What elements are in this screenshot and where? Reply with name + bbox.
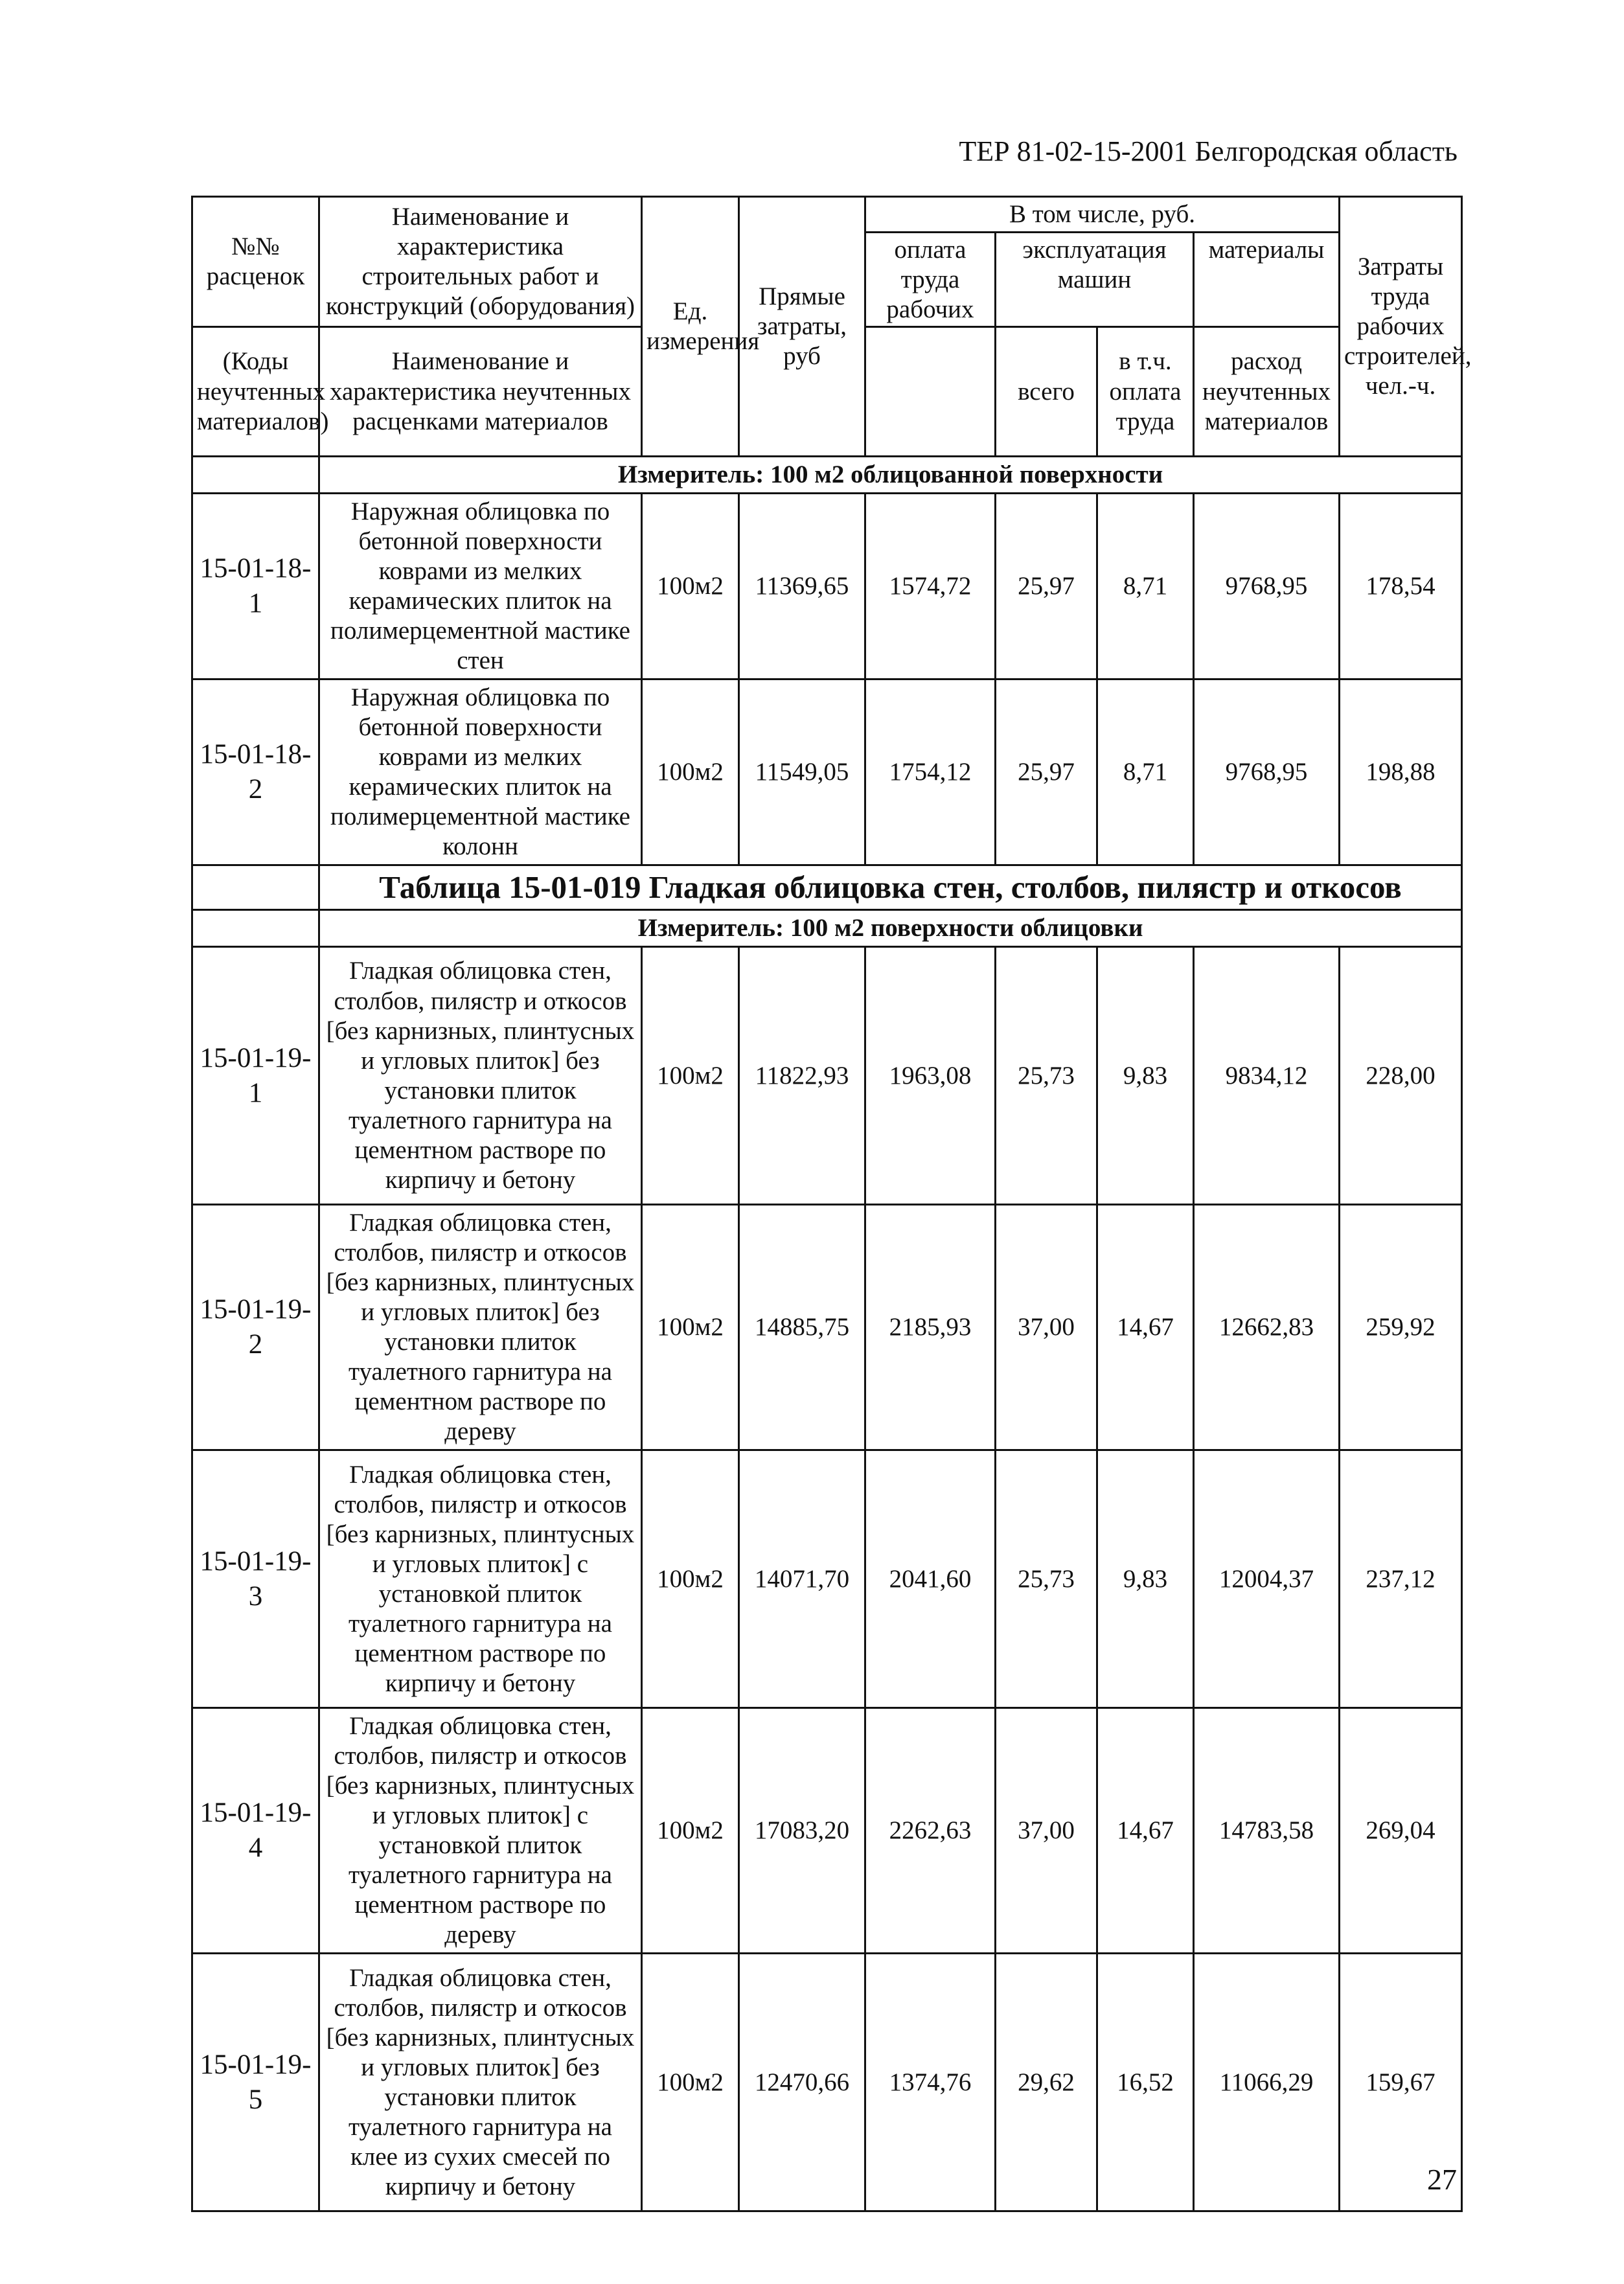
table-title-blank bbox=[192, 865, 319, 910]
page-number: 27 bbox=[1427, 2163, 1457, 2196]
col-materials-subheader: расход неучтенных материалов bbox=[1194, 327, 1340, 457]
rate-unit: 100м2 bbox=[642, 1205, 739, 1450]
rate-code: 15-01-19-2 bbox=[192, 1205, 319, 1450]
rate-machines-total: 37,00 bbox=[996, 1205, 1097, 1450]
rate-machines-pay: 9,83 bbox=[1097, 947, 1194, 1205]
rate-materials: 11066,29 bbox=[1194, 1954, 1340, 2211]
rate-machines-total: 25,73 bbox=[996, 1450, 1097, 1708]
rate-name: Гладкая облицовка стен, столбов, пилястр и откосов [без карнизных, плинтусных и угловых плиток] с установкой плиток туалетного гарнитура на цементном растворе по дереву bbox=[319, 1708, 642, 1954]
rate-labor: 237,12 bbox=[1340, 1450, 1462, 1708]
rate-machines-total: 29,62 bbox=[996, 1954, 1097, 2211]
rate-code: 15-01-18-2 bbox=[192, 679, 319, 865]
col-name-subheader: Наименование и характеристика неучтенных расценками материалов bbox=[319, 327, 642, 457]
meter-blank bbox=[192, 910, 319, 947]
rate-direct: 17083,20 bbox=[739, 1708, 865, 1954]
rate-labor-pay: 2041,60 bbox=[865, 1450, 996, 1708]
rate-machines-pay: 8,71 bbox=[1097, 679, 1194, 865]
col-incl-group bbox=[865, 197, 1340, 327]
rate-direct: 11369,65 bbox=[739, 494, 865, 679]
rate-code: 15-01-19-4 bbox=[192, 1708, 319, 1954]
col-labor-pay-blank bbox=[865, 327, 996, 457]
table-row bbox=[192, 1708, 1462, 1954]
col-direct-header: Прямые затраты, руб bbox=[739, 197, 865, 457]
table-row bbox=[192, 947, 1462, 1205]
rate-materials: 14783,58 bbox=[1194, 1708, 1340, 1954]
rate-machines-total: 25,97 bbox=[996, 494, 1097, 679]
rate-labor-pay: 1754,12 bbox=[865, 679, 996, 865]
rate-materials: 9768,95 bbox=[1194, 679, 1340, 865]
rate-unit: 100м2 bbox=[642, 494, 739, 679]
rate-labor: 198,88 bbox=[1340, 679, 1462, 865]
col-machines-header: эксплуатация машин bbox=[996, 233, 1195, 326]
table-row bbox=[192, 1954, 1462, 2211]
col-labor-header: Затраты труда рабочих строителей, чел.-ч. bbox=[1340, 197, 1462, 457]
rate-labor: 178,54 bbox=[1340, 494, 1462, 679]
rate-machines-pay: 14,67 bbox=[1097, 1708, 1194, 1954]
rate-direct: 11549,05 bbox=[739, 679, 865, 865]
rate-unit: 100м2 bbox=[642, 1954, 739, 2211]
rate-machines-pay: 16,52 bbox=[1097, 1954, 1194, 2211]
rate-code: 15-01-19-1 bbox=[192, 947, 319, 1205]
meter-blank bbox=[192, 457, 319, 494]
rate-machines-total: 25,73 bbox=[996, 947, 1097, 1205]
rate-labor-pay: 1963,08 bbox=[865, 947, 996, 1205]
rate-direct: 11822,93 bbox=[739, 947, 865, 1205]
col-code-header: №№ расценок bbox=[192, 197, 319, 327]
rate-direct: 14885,75 bbox=[739, 1205, 865, 1450]
rate-name: Гладкая облицовка стен, столбов, пилястр и откосов [без карнизных, плинтусных и угловых плиток] без установки плиток туалетного гарнитура на цементном растворе по дереву bbox=[319, 1205, 642, 1450]
rate-labor-pay: 2185,93 bbox=[865, 1205, 996, 1450]
rate-materials: 12004,37 bbox=[1194, 1450, 1340, 1708]
col-labor-pay-header: оплата труда рабочих bbox=[866, 233, 996, 326]
col-incl-header: В том числе, руб. bbox=[866, 198, 1338, 233]
document-header: ТЕР 81-02-15-2001 Белгородская область bbox=[959, 135, 1458, 167]
rate-materials: 12662,83 bbox=[1194, 1205, 1340, 1450]
rate-labor: 228,00 bbox=[1340, 947, 1462, 1205]
rate-code: 15-01-19-3 bbox=[192, 1450, 319, 1708]
meter-label: Измеритель: 100 м2 облицованной поверхности bbox=[319, 457, 1462, 494]
rate-name: Наружная облицовка по бетонной поверхности коврами из мелких керамических плиток на полимерцементной мастике колонн bbox=[319, 679, 642, 865]
rate-name: Гладкая облицовка стен, столбов, пилястр и откосов [без карнизных, плинтусных и угловых плиток] без установки плиток туалетного гарнитура на цементном растворе по кирпичу и бетону bbox=[319, 947, 642, 1205]
rate-direct: 12470,66 bbox=[739, 1954, 865, 2211]
col-machines-pay-header: в т.ч. оплата труда bbox=[1097, 327, 1194, 457]
rate-labor: 269,04 bbox=[1340, 1708, 1462, 1954]
meter-label: Измеритель: 100 м2 поверхности облицовки bbox=[319, 910, 1462, 947]
rate-name: Гладкая облицовка стен, столбов, пилястр и откосов [без карнизных, плинтусных и угловых плиток] без установки плиток туалетного гарнитура на клее из сухих смесей по кирпичу и бетону bbox=[319, 1954, 642, 2211]
rates-table bbox=[191, 196, 1472, 2212]
rate-labor-pay: 2262,63 bbox=[865, 1708, 996, 1954]
rate-unit: 100м2 bbox=[642, 1450, 739, 1708]
rate-machines-total: 25,97 bbox=[996, 679, 1097, 865]
rate-machines-pay: 9,83 bbox=[1097, 1450, 1194, 1708]
rate-unit: 100м2 bbox=[642, 679, 739, 865]
rate-machines-total: 37,00 bbox=[996, 1708, 1097, 1954]
rate-labor: 259,92 bbox=[1340, 1205, 1462, 1450]
table-row bbox=[192, 679, 1462, 865]
rate-code: 15-01-19-5 bbox=[192, 1954, 319, 2211]
table-title: Таблица 15-01-019 Гладкая облицовка стен, столбов, пилястр и откосов bbox=[319, 865, 1462, 910]
rate-labor-pay: 1374,76 bbox=[865, 1954, 996, 2211]
rate-name: Наружная облицовка по бетонной поверхности коврами из мелких керамических плиток на полимерцементной мастике стен bbox=[319, 494, 642, 679]
col-unit-header: Ед. измерения bbox=[642, 197, 739, 457]
rate-name: Гладкая облицовка стен, столбов, пилястр и откосов [без карнизных, плинтусных и угловых плиток] с установкой плиток туалетного гарнитура на цементном растворе по кирпичу и бетону bbox=[319, 1450, 642, 1708]
table-row bbox=[192, 1450, 1462, 1708]
rate-machines-pay: 14,67 bbox=[1097, 1205, 1194, 1450]
col-code-subheader: (Коды неучтенных материалов) bbox=[192, 327, 319, 457]
col-name-header: Наименование и характеристика строительных работ и конструкций (оборудования) bbox=[319, 197, 642, 327]
rate-labor: 159,67 bbox=[1340, 1954, 1462, 2211]
rate-materials: 9768,95 bbox=[1194, 494, 1340, 679]
table-row bbox=[192, 1205, 1462, 1450]
rate-direct: 14071,70 bbox=[739, 1450, 865, 1708]
col-machines-total-header: всего bbox=[996, 327, 1097, 457]
col-materials-header: материалы bbox=[1208, 236, 1325, 264]
rate-unit: 100м2 bbox=[642, 947, 739, 1205]
rate-code: 15-01-18-1 bbox=[192, 494, 319, 679]
rate-labor-pay: 1574,72 bbox=[865, 494, 996, 679]
rate-unit: 100м2 bbox=[642, 1708, 739, 1954]
rate-machines-pay: 8,71 bbox=[1097, 494, 1194, 679]
table-row bbox=[192, 494, 1462, 679]
rate-materials: 9834,12 bbox=[1194, 947, 1340, 1205]
